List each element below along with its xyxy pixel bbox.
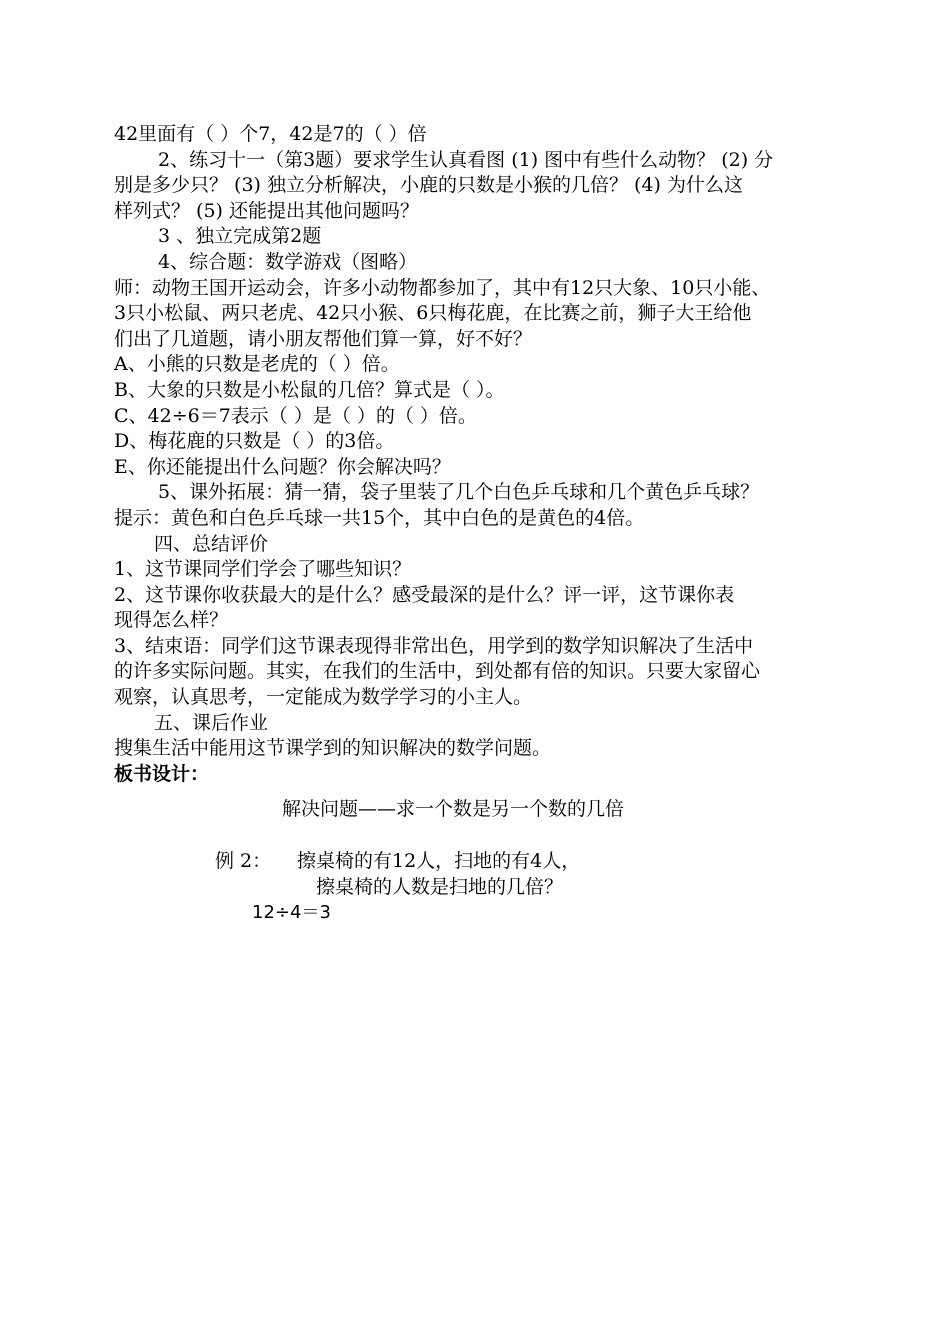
text-line: 们出了几道题，请小朋友帮他们算一算，好不好？ <box>114 327 533 350</box>
text-line: 3、结束语：同学们这节课表现得非常出色，用学到的数学知识解决了生活中 <box>114 634 754 657</box>
text-line: 的许多实际问题。其实，在我们的生活中，到处都有倍的知识。只要大家留心 <box>114 660 761 683</box>
text-line: 2、这节课你收获最大的是什么？感受最深的是什么？评一评，这节课你表 <box>114 583 735 606</box>
text-line: 1、这节课同学们学会了哪些知识？ <box>114 558 412 581</box>
text-line: 观察，认真思考，一定能成为数学学习的小主人。 <box>114 686 533 709</box>
text-line: 42里面有（ ）个7，42是7的（ ）倍 <box>114 123 427 145</box>
text-line: 四、总结评价 <box>154 532 269 555</box>
text-line: 现得怎么样？ <box>114 609 229 632</box>
text-line: 别是多少只？ (3) 独立分析解决，小鹿的只数是小猴的几倍？ (4) 为什么这 <box>114 174 743 197</box>
text-line: 样列式？ (5) 还能提出其他问题吗？ <box>114 199 419 222</box>
text-line: 4、综合题：数学游戏（图略） <box>158 250 418 273</box>
document-body <box>114 122 844 787</box>
text-line: 3 、独立完成第2题 <box>158 225 322 248</box>
text-line: A、小熊的只数是老虎的（ ）倍。 <box>114 353 400 376</box>
example-line-2: 擦桌椅的人数是扫地的几倍？ <box>316 876 564 898</box>
text-line: B、大象的只数是小松鼠的几倍？算式是（ ）。 <box>114 378 505 401</box>
text-line: C、42÷6＝7表示（ ）是（ ）的（ ）倍。 <box>114 404 477 427</box>
text-line: D、梅花鹿的只数是（ ）的3倍。 <box>114 430 395 453</box>
board-title: 解决问题——求一个数是另一个数的几倍 <box>282 798 625 820</box>
text-line: 师：动物王国开运动会，许多小动物都参加了，其中有12只大象、10只小能、 <box>114 276 771 299</box>
text-line: 3只小松鼠、两只老虎、42只小猴、6只梅花鹿，在比赛之前，狮子大王给他 <box>114 302 752 325</box>
text-line: 2、练习十一（第3题）要求学生认真看图 (1) 图中有些什么动物？ (2) 分 <box>158 148 774 171</box>
text-line: 板书设计： <box>114 762 210 785</box>
example-line-1: 擦桌椅的有12人，扫地的有4人， <box>297 850 581 872</box>
example-equation: 12÷4＝3 <box>252 902 331 923</box>
example-label: 例 2： <box>215 850 272 872</box>
text-line: 提示：黄色和白色乒乓球一共15个，其中白色的是黄色的4倍。 <box>114 506 645 529</box>
text-line: E、你还能提出什么问题？你会解决吗？ <box>114 455 451 478</box>
text-line: 5、课外拓展：猜一猜，袋子里装了几个白色乒乓球和几个黄色乒乓球？ <box>158 481 760 504</box>
text-line: 五、课后作业 <box>154 711 269 734</box>
text-line: 搜集生活中能用这节课学到的知识解决的数学问题。 <box>114 737 552 760</box>
